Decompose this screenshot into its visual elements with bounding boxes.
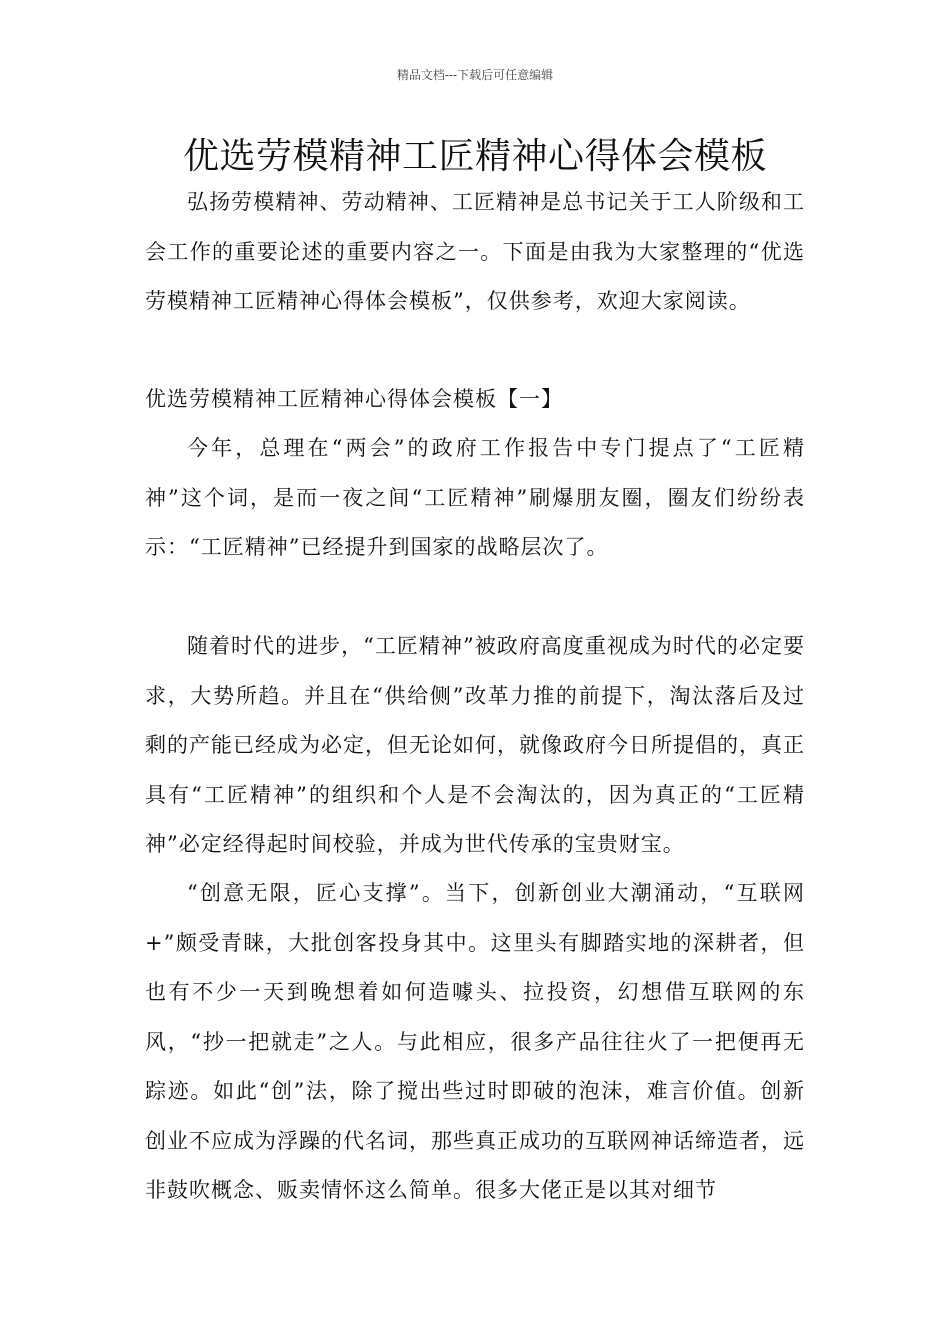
document-title: 优选劳模精神工匠精神心得体会模板 — [182, 136, 767, 177]
body-paragraph: “创意无限，匠心支撑”。当下，创新创业大潮涌动，“互联网+”颇受青睐，大批创客投身其中。这里头有脚踏实地的深耕者，但也有不少一天到晚想着如何造噱头、拉投资，幻想借互联网的东风，“抄一把就走”之人。与此相应，很多产品往往火了一把便再无踪迹。如此“创”法，除了搅出些过时即破的泡沫，难言价值。创新创业不应成为浮躁的代名词，那些真正成功的互联网神话缔造者，远非鼓吹概念、贩卖情怀这么简单。很多大佬正是以其对细节 — [145, 881, 805, 1202]
body-paragraph: 随着时代的进步，“工匠精神”被政府高度重视成为时代的必定要求，大势所趋。并且在“供给侧”改革力推的前提下，淘汰落后及过剩的产能已经成为必定，但无论如何，就像政府今日所提倡的，真正具有“工匠精神”的组织和个人是不会淘汰的，因为真正的“工匠精神”必定经得起时间校验，并成为世代传承的宝贵财宝。 — [145, 634, 805, 856]
intro-paragraph: 弘扬劳模精神、劳动精神、工匠精神是总书记关于工人阶级和工会工作的重要论述的重要内容之一。下面是由我为大家整理的“优选劳模精神工匠精神心得体会模板”，仅供参考，欢迎大家阅读。 — [145, 190, 805, 313]
page-header-note: 精品文档---下载后可任意编辑 — [396, 68, 554, 82]
section-heading: 优选劳模精神工匠精神心得体会模板【一】 — [145, 387, 563, 411]
body-paragraph: 今年，总理在“两会”的政府工作报告中专门提点了“工匠精神”这个词，是而一夜之间“工匠精神”刷爆朋友圈，圈友们纷纷表示：“工匠精神”已经提升到国家的战略层次了。 — [145, 436, 805, 559]
